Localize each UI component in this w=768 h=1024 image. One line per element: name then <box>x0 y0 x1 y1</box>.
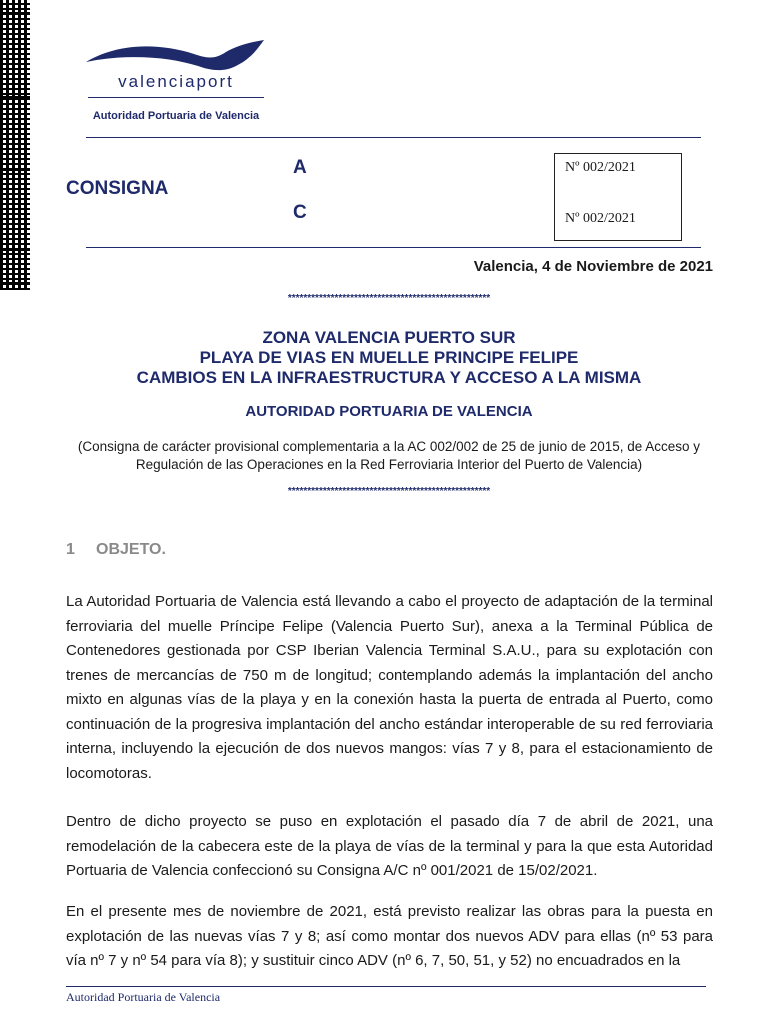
footer-rule <box>66 986 706 987</box>
separator-top: **************************************************** <box>287 293 491 304</box>
logo-divider <box>88 97 264 98</box>
section-number: 1 <box>66 541 75 558</box>
header-rule-top <box>86 137 701 138</box>
logo-subtitle: Autoridad Portuaria de Valencia <box>92 110 260 122</box>
consigna-number-box <box>554 153 682 241</box>
logo-wave-icon <box>86 38 268 74</box>
title-line-2: PLAYA DE VIAS EN MUELLE PRINCIPE FELIPE <box>199 348 579 367</box>
section-heading <box>66 541 166 559</box>
footer-text: Autoridad Portuaria de Valencia <box>66 990 221 1004</box>
document-date: Valencia, 4 de Noviembre de 2021 <box>473 258 713 275</box>
title-line-3: CAMBIOS EN LA INFRAESTRUCTURA Y ACCESO A LA MISMA <box>136 368 642 387</box>
paragraph-1: La Autoridad Portuaria de Valencia está llevando a cabo el proyecto de adaptación de la terminal ferroviaria del muelle Príncipe Felipe (Valencia Puerto Sur), anexa a la Terminal Pública de Contenedores gestionada por CSP Iberian Valencia Terminal S.A.U., para su explotación con trenes de mercancías de 750 m de longitud; contemplando además la implantación del ancho mixto en algunas vías de la playa y en la conexión hasta la puerta de entrada al Puerto, como continuación de la progresiva implantación del ancho estándar interoperable de su red ferroviaria interna, incluyendo la ejecución de dos nuevos mangos: vías 7 y 8, para el estacionamiento de locomotoras. <box>66 593 713 782</box>
ac-letter-c: C <box>293 202 307 223</box>
section-title: OBJETO. <box>96 541 166 558</box>
logo-wordmark: valenciaport <box>118 72 234 91</box>
authority-name: AUTORIDAD PORTUARIA DE VALENCIA <box>245 403 533 420</box>
title-line-1: ZONA VALENCIA PUERTO SUR <box>262 328 516 347</box>
consigna-label: CONSIGNA <box>66 178 169 199</box>
qr-code <box>0 0 30 290</box>
paragraph-3: En el presente mes de noviembre de 2021, está previsto realizar las obras para la puesta en explotación de las nuevas vías 7 y 8; así como montar dos nuevos ADV para ellas (nº 53 para vía nº 7 y nº 54 para vía 8); y sustituir cinco ADV (nº 6, 7, 50, 51, y 52) no encuadrados en la <box>66 903 713 969</box>
ac-letter-a: A <box>293 157 307 178</box>
consigna-number-a: Nº 002/2021 <box>565 160 636 175</box>
consigna-number-c: Nº 002/2021 <box>565 211 636 226</box>
valenciaport-logo <box>86 38 268 128</box>
separator-bottom: **************************************************** <box>287 486 491 497</box>
document-title <box>0 328 768 388</box>
paragraph-2: Dentro de dicho proyecto se puso en explotación el pasado día 7 de abril de 2021, una remodelación de la cabecera este de la playa de vías de la terminal y para la que esta Autoridad Portuaria de Valencia confeccionó su Consigna A/C nº 001/2021 de 15/02/2021. <box>66 813 713 879</box>
header-rule-bottom <box>86 247 701 248</box>
provisional-note: (Consigna de carácter provisional complementaria a la AC 002/002 de 25 de junio de 2015, de Acceso y Regulación de las Operaciones en la Red Ferroviaria Interior del Puerto de Valencia) <box>77 439 701 472</box>
